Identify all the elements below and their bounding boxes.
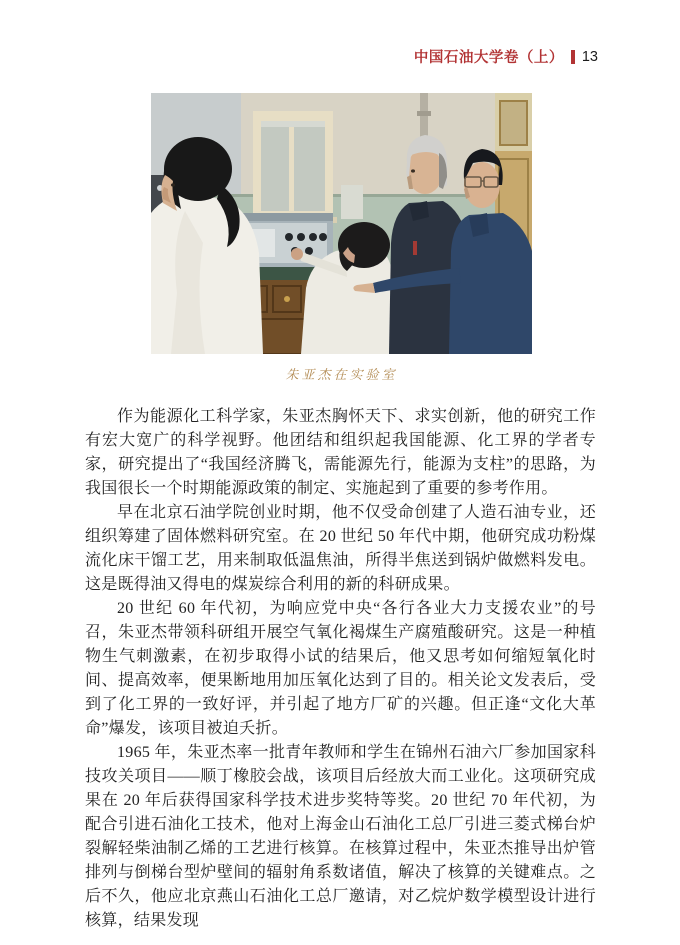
body-text: [85, 405, 596, 933]
figure: [151, 93, 532, 383]
paragraph-2: 早在北京石油学院创业时期，他不仅受命创建了人造石油专业，还组织筹建了固体燃料研究室。在 20 世纪 50 年代中期，他研究成功粉煤流化床干馏工艺，用来制取低温焦油，所得半焦送到锅炉做燃料发电。这是既得油又得电的煤炭综合利用的新的科研成果。: [85, 504, 596, 593]
paragraph-1: 作为能源化工科学家，朱亚杰胸怀天下、求实创新，他的研究工作有宏大宽广的科学视野。他团结和组织起我国能源、化工界的学者专家，研究提出了“我国经济腾飞，需能源先行，能源为支柱”的思路，为我国很长一个时期能源政策的制定、实施起到了重要的参考作用。: [85, 408, 596, 497]
window: [249, 111, 337, 223]
page-number: 13: [581, 48, 598, 65]
volume-title: 中国石油大学卷（上）: [413, 50, 564, 66]
paragraph-3: 20 世纪 60 年代初，为响应党中央“各行各业大力支援农业”的号召，朱亚杰带领科研组开展空气氧化褐煤生产腐殖酸研究。这是一种植物生气刺激素，在初步取得小试的结果后，他又思考如何缩短氧化时间、提高效率，便果断地用加压氧化达到了目的。相关论文发表后，受到了化工界的一致好评，并引起了地方厂矿的兴趣。但正逢“文化大革命”爆发，该项目被迫夭折。: [85, 600, 596, 737]
photo-caption: 朱亚杰在实验室: [285, 367, 398, 382]
lab-photo: [151, 93, 532, 354]
red-bar-icon: [571, 50, 575, 64]
paragraph-4: 1965 年，朱亚杰率一批青年教师和学生在锦州石油六厂参加国家科技攻关项目——顺丁橡胶会战，该项目后经放大而工业化。这项研究成果在 20 年后获得国家科学技术进步奖特等奖。20 世纪 70 年代初，为配合引进石油化工技术，他对上海金山石油化工总厂引进三菱式梯台炉裂解轻柴油制乙烯的工艺进行核算。在核算过程中，朱亚杰推导出炉管排列与倒梯台型炉壁间的辐射角系数诸值，解决了核算的关键难点。之后不久，他应北京燕山石油化工总厂邀请，对乙烷炉数学模型设计进行核算，结果发现: [85, 744, 596, 929]
running-head: [414, 46, 598, 67]
wall-paper: [341, 185, 363, 219]
